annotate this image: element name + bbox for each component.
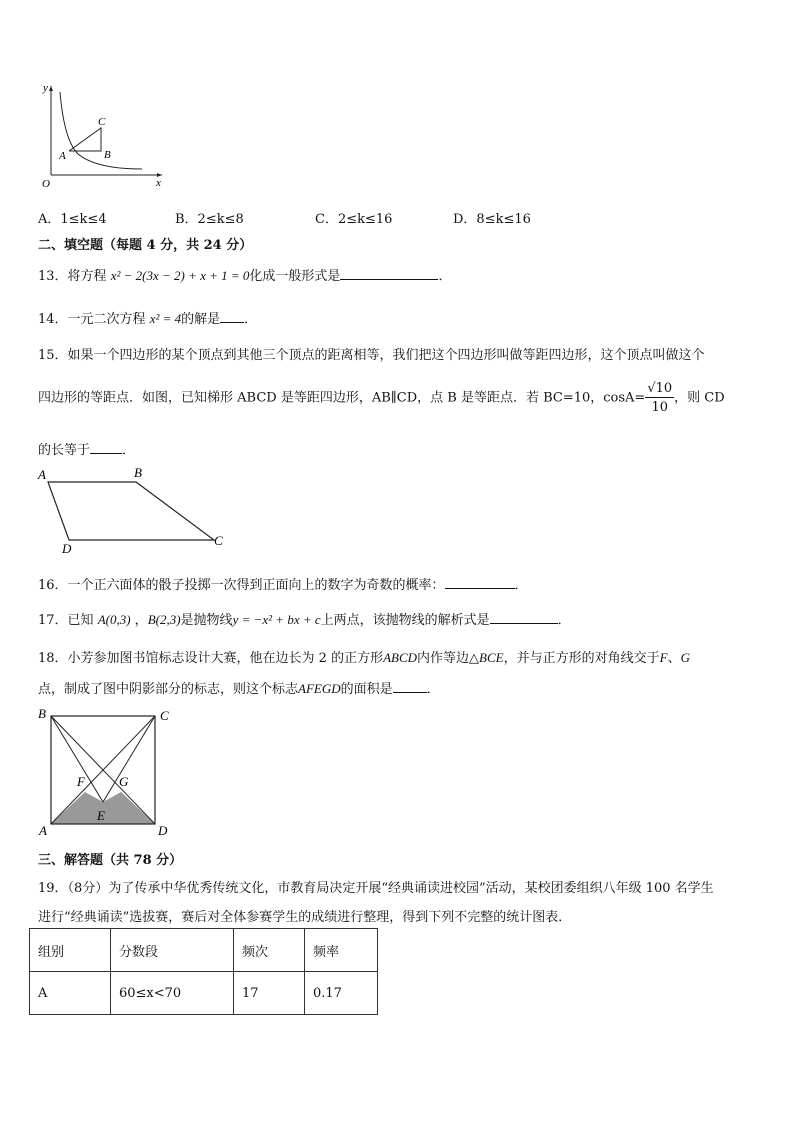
q18-f: F <box>659 650 668 665</box>
point-g-label: G <box>119 774 129 789</box>
vertex-a-label: A <box>39 823 47 838</box>
vertex-b-label: B <box>38 706 46 721</box>
q18-abcd: ABCD <box>383 650 418 665</box>
point-c-label: C <box>98 116 106 128</box>
q15-line3-text: 的长等于 <box>38 443 91 458</box>
score-frequency-table <box>29 928 378 1015</box>
q14-answer-blank[interactable] <box>220 308 244 323</box>
cell-group: A <box>30 972 111 1015</box>
question-13: 13．将方程 x² − 2(3x − 2) + x + 1 = 0化成一般形式是 ． <box>38 265 451 284</box>
q18-bce: BCE <box>479 650 504 665</box>
header-group: 组别 <box>30 929 111 972</box>
cell-frequency: 0.17 <box>305 972 378 1015</box>
cos-a-fraction <box>645 382 674 414</box>
q15-line2-post: ，则 CD <box>674 390 725 406</box>
q13-equation: x² − 2(3x − 2) + x + 1 = 0 <box>110 268 250 283</box>
vertex-a-label: A <box>38 467 46 482</box>
triangle-abc <box>69 128 101 151</box>
q19-line1: 19．（8分）为了传承中华优秀传统文化，市教育局决定开展“经典诵读进校园”活动，某校团委组织八年级 100 名学生 <box>38 881 714 896</box>
q14-text: 14．一元二次方程 <box>38 312 150 327</box>
fraction-denominator: 10 <box>651 400 669 415</box>
trapezoid-abcd <box>48 482 214 540</box>
section-answer-title: 三、解答题（共 78 分） <box>38 853 183 868</box>
option-a: A．1≤k≤4 <box>38 212 107 227</box>
vertex-b-label: B <box>134 465 142 480</box>
point-b-label: B <box>104 149 111 161</box>
option-d: D．8≤k≤16 <box>453 212 531 227</box>
fraction-numerator: √10 <box>647 381 673 396</box>
q13-text: 13．将方程 <box>38 269 111 284</box>
point-a-label: A <box>59 150 66 162</box>
section-fill-blank-title: 二、填空题（每题 4 分，共 24 分） <box>38 238 253 253</box>
q18-l1-mid: 内作等边△ <box>417 651 480 666</box>
x-label: x <box>156 177 161 189</box>
vertex-e-label: E <box>97 808 105 823</box>
q18-line1 <box>38 647 690 666</box>
y-label: y <box>43 82 48 94</box>
q17-text: 17．已知 <box>38 613 98 628</box>
square-logo-figure <box>34 704 180 838</box>
option-b: B．2≤k≤8 <box>175 212 244 227</box>
q18-line2: 点，制成了图中阴影部分的标志，则这个标志AFEGD的面积是 ． <box>38 678 440 697</box>
point-a-coord: A(0,3) <box>97 612 131 627</box>
q14-text-post: 的解是 <box>181 312 221 327</box>
q15-line2-text: 四边形的等距点．如图，已知梯形 ABCD 是等距四边形，AB∥CD，点 B 是等距点．若 BC=10，cosA= <box>38 390 646 406</box>
q15-line1: 15．如果一个四边形的某个顶点到其他三个顶点的距离相等，我们把这个四边形叫做等距四边形，这个顶点叫做这个 <box>38 348 705 363</box>
q17-text-mid: 是抛物线 <box>180 613 233 628</box>
table-header-row <box>30 929 378 972</box>
q17-sep: ， <box>130 613 148 628</box>
option-c: C．2≤k≤16 <box>315 212 393 227</box>
header-count: 频次 <box>234 929 305 972</box>
parabola-equation: y = −x² + bx + c <box>232 612 321 627</box>
q18-g: G <box>680 650 690 665</box>
cell-count: 17 <box>234 972 305 1015</box>
question-16: 16．一个正六面体的骰子投掷一次得到正面向上的数字为奇数的概率： ． <box>38 574 528 593</box>
point-f-label: F <box>77 774 85 789</box>
header-score-range: 分数段 <box>111 929 234 972</box>
q19-line2: 进行“经典诵读”选拔赛，赛后对全体参赛学生的成绩进行整理，得到下列不完整的统计图表． <box>38 910 572 925</box>
q15-answer-blank[interactable] <box>90 439 122 454</box>
hyperbola-triangle-figure <box>34 80 170 192</box>
vertex-d-label: D <box>62 541 72 556</box>
q14-equation: x² = 4 <box>149 311 182 326</box>
vertex-c-label: C <box>214 533 223 548</box>
q18-l1-text: 18．小芳参加图书馆标志设计大赛，他在边长为 2 的正方形 <box>38 651 384 666</box>
side-ce <box>103 716 155 802</box>
q18-l1-post: ，并与正方形的对角线交于 <box>503 651 660 666</box>
vertex-d-label: D <box>158 823 168 838</box>
q17-text-post: 上两点，该抛物线的解析式是 <box>320 613 490 628</box>
q18-l2-post: 的面积是 <box>340 682 393 697</box>
q15-line3: 的长等于 ． <box>38 439 135 458</box>
q15-line2 <box>38 382 725 414</box>
trapezoid-figure <box>36 464 230 558</box>
q18-l2-text: 点，制成了图中阴影部分的标志，则这个标志 <box>38 682 299 697</box>
vertex-c-label: C <box>160 708 169 723</box>
origin-label: O <box>42 178 50 190</box>
header-frequency: 频率 <box>305 929 378 972</box>
question-14: 14．一元二次方程 x² = 4的解是 ． <box>38 308 257 327</box>
table-row <box>30 972 378 1015</box>
q18-afegd: AFEGD <box>298 681 341 696</box>
q17-answer-blank[interactable] <box>490 609 558 624</box>
cell-score-range: 60≤x<70 <box>111 972 234 1015</box>
point-b-coord: B(2,3) <box>147 612 181 627</box>
q13-answer-blank[interactable] <box>340 265 438 280</box>
q16-answer-blank[interactable] <box>445 574 515 589</box>
q13-text-post: 化成一般形式是 <box>249 269 341 284</box>
q18-sep: 、 <box>667 651 681 666</box>
question-17: 17．已知 A(0,3) ，B(2,3)是抛物线y = −x² + bx + c上两点，该抛物线的解析式是 ． <box>38 609 571 628</box>
side-be <box>51 716 103 802</box>
q16-text: 16．一个正六面体的骰子投掷一次得到正面向上的数字为奇数的概率： <box>38 578 445 593</box>
q18-answer-blank[interactable] <box>393 678 427 693</box>
